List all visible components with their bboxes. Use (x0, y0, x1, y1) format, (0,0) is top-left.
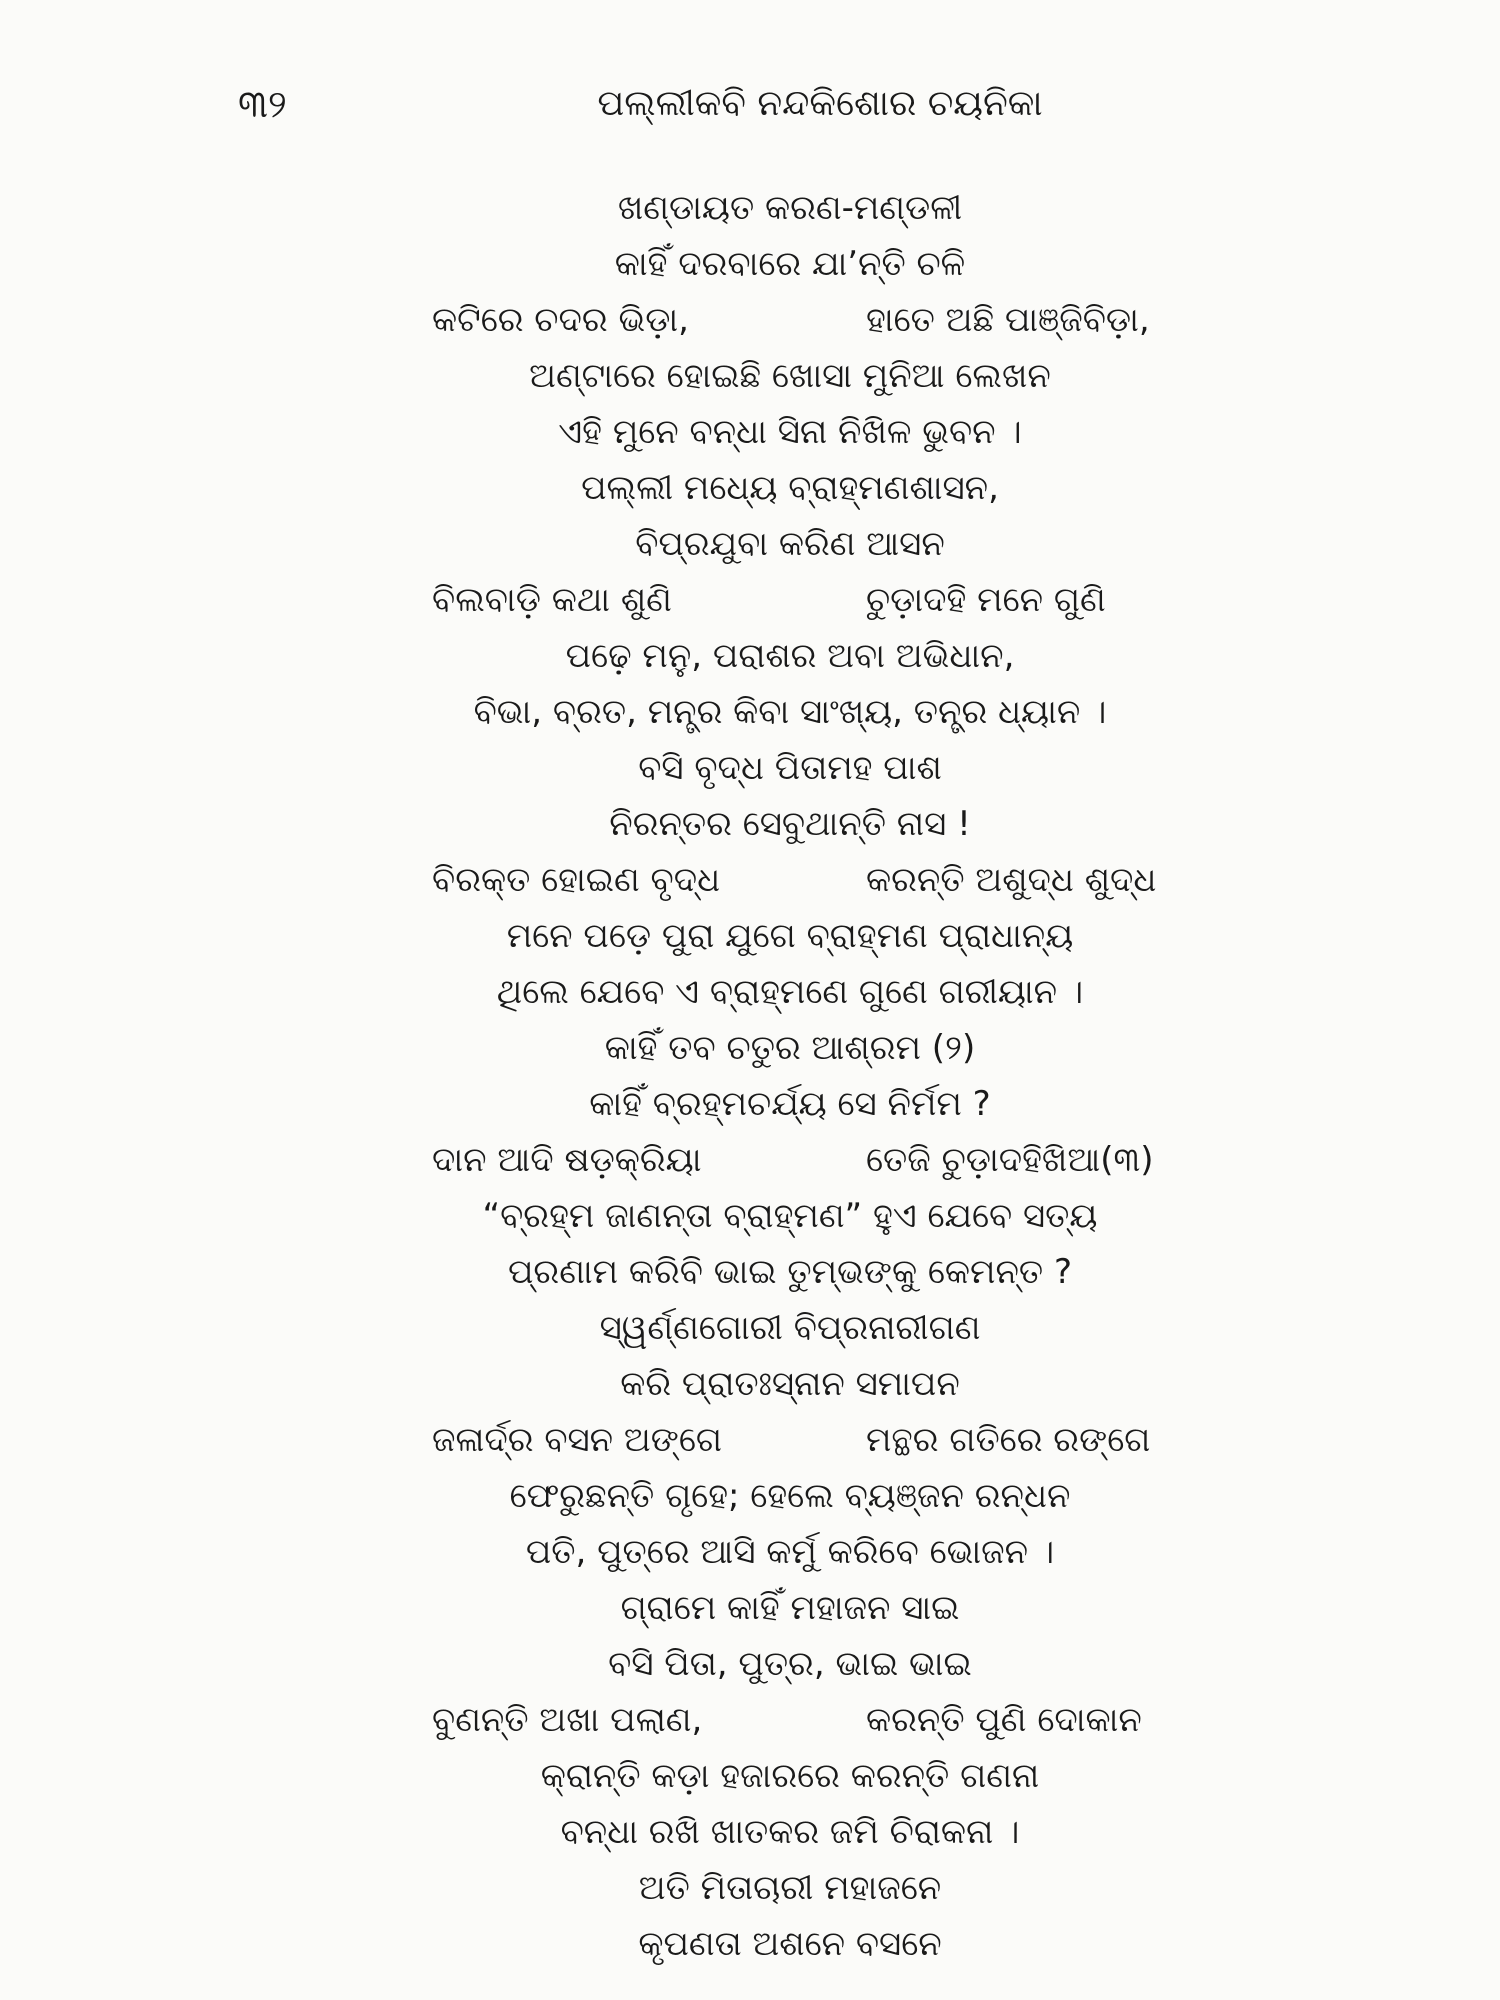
poem-line: ବିଭା, ବ୍ରତ, ମନ୍ତ୍ର କିବା ସାଂଖ୍ୟ, ତନ୍ତ୍ର ଧ୍ୟାନ । (473, 692, 1107, 732)
poem-line-left: ଜଳାର୍ଦ୍ର ବସନ ଅଙ୍ଗେ (432, 1420, 723, 1460)
poem-line: କାହିଁ ବ୍ରହ୍ମଚର୍ଯ୍ୟ ସେ ନିର୍ମମ ? (589, 1084, 991, 1124)
poem-line: କାହିଁ ଦରବାରେ ଯା’ନ୍ତି ଚଳି (614, 244, 966, 284)
poem-line: କାହିଁ ତବ ଚତୁର ଆଶ୍ରମ (୨) (604, 1028, 976, 1068)
poem-line: ପଢ଼େ ମନୁ, ପରାଶର ଅବା ଅଭିଧାନ, (565, 636, 1015, 676)
poem-line-left: ବିଲବାଡ଼ି କଥା ଶୁଣି (432, 580, 672, 620)
poem-line: କରି ପ୍ରାତଃସ୍ନାନ ସମାପନ (620, 1364, 960, 1404)
poem-line: କୃପଣତା ଅଶନେ ବସନେ (638, 1924, 942, 1964)
poem-line: ଅତି ମିତାଚାରୀ ମହାଜନେ (638, 1868, 942, 1908)
poem-line: ସ୍ୱର୍ଣ୍ଣଗୋରୀ ବିପ୍ରନାରୀଗଣ (599, 1308, 981, 1348)
poem-line: ପ୍ରଣାମ କରିବି ଭାଇ ତୁମ୍ଭଙ୍କୁ କେମନ୍ତ ? (507, 1252, 1073, 1292)
running-header: ପଲ୍ଲୀକବି ନନ୍ଦକିଶୋର ଚୟନିକା (597, 83, 1043, 124)
poem-line-left: ବିରକ୍ତ ହୋଇଣ ବୃଦ୍ଧ (432, 860, 721, 900)
poem-line: ବନ୍ଧା ରଖି ଖାତକର ଜମି ଚିରାକନା । (560, 1812, 1020, 1852)
poem-line: ବସି ପିତା, ପୁତ୍ର, ଭାଇ ଭାଇ (608, 1644, 972, 1684)
poem-line-right: ମନ୍ଥର ଗତିରେ ରଙ୍ଗେ (866, 1420, 1151, 1460)
poem-line: ଅଣ୍ଟାରେ ହୋଇଛି ଖୋସା ମୁନିଆ ଲେଖନ (529, 356, 1051, 396)
poem-line: କ୍ରାନ୍ତି କଡ଼ା ହଜାରରେ କରନ୍ତି ଗଣନା (540, 1756, 1040, 1796)
poem-line: ଫେରୁଛନ୍ତି ଗୃହେ; ହେଲେ ବ୍ୟଞ୍ଜନ ରନ୍ଧନ (509, 1476, 1071, 1516)
poem-line: ପଲ୍ଲୀ ମଧ୍ୟେ ବ୍ରାହ୍ମଣଶାସନ, (581, 468, 999, 508)
poem-line: ପତି, ପୁତ୍ରେ ଆସି କର୍ମୁ କରିବେ ଭୋଜନ । (525, 1532, 1055, 1572)
poem-line: ଥିଲେ ଯେବେ ଏ ବ୍ରାହ୍ମଣେ ଗୁଣେ ଗରୀୟାନ । (496, 972, 1084, 1012)
poem-line-right: ହାତେ ଅଛି ପାଞ୍ଜିବିଡ଼ା, (866, 300, 1150, 340)
poem-line-right: କରନ୍ତି ଅଶୁଦ୍ଧ ଶୁଦ୍ଧ (866, 860, 1157, 900)
poem-line: ଖଣ୍ଡାୟତ କରଣ-ମଣ୍ଡଳୀ (617, 188, 963, 228)
page-number: ୩୨ (238, 82, 287, 126)
poem-line: “ବ୍ରହ୍ମ ଜାଣନ୍ତା ବ୍ରାହ୍ମଣ” ହୁଏ ଯେବେ ସତ୍ୟ (482, 1196, 1098, 1236)
poem-line: ଏହି ମୁନେ ବନ୍ଧା ସିନା ନିଖିଳ ଭୁବନ । (558, 412, 1022, 452)
poem-line-right: ତେଜି ଚୁଡ଼ାଦହିଖିଆ(୩) (866, 1140, 1154, 1180)
poem-line-left: କଟିରେ ଚଦର ଭିଡ଼ା, (432, 300, 689, 340)
poem-line-right: କରନ୍ତି ପୁଣି ଦୋକାନ (866, 1700, 1142, 1740)
poem-line: ମନେ ପଡ଼େ ପୁରା ଯୁଗେ ବ୍ରାହ୍ମଣ ପ୍ରାଧାନ୍ୟ (506, 916, 1074, 956)
poem-line-left: ଦାନ ଆଦି ଷଡ଼କ୍ରିୟା (432, 1140, 702, 1180)
poem-line-right: ଚୁଡ଼ାଦହି ମନେ ଗୁଣି (866, 580, 1106, 620)
poem-line: ବିପ୍ରଯୁବା କରିଣ ଆସନ (635, 524, 945, 564)
poem-line: ନିରନ୍ତର ସେବୁଥାନ୍ତି ନାସ ! (609, 804, 971, 844)
poem-line: ଗ୍ରାମେ କାହିଁ ମହାଜନ ସାଇ (620, 1588, 960, 1628)
poem-line-left: ବୁଣନ୍ତି ଅଖା ପଲାଣ, (432, 1700, 703, 1740)
poem-line: ବସି ବୃଦ୍ଧ ପିତାମହ ପାଶ (638, 748, 942, 788)
